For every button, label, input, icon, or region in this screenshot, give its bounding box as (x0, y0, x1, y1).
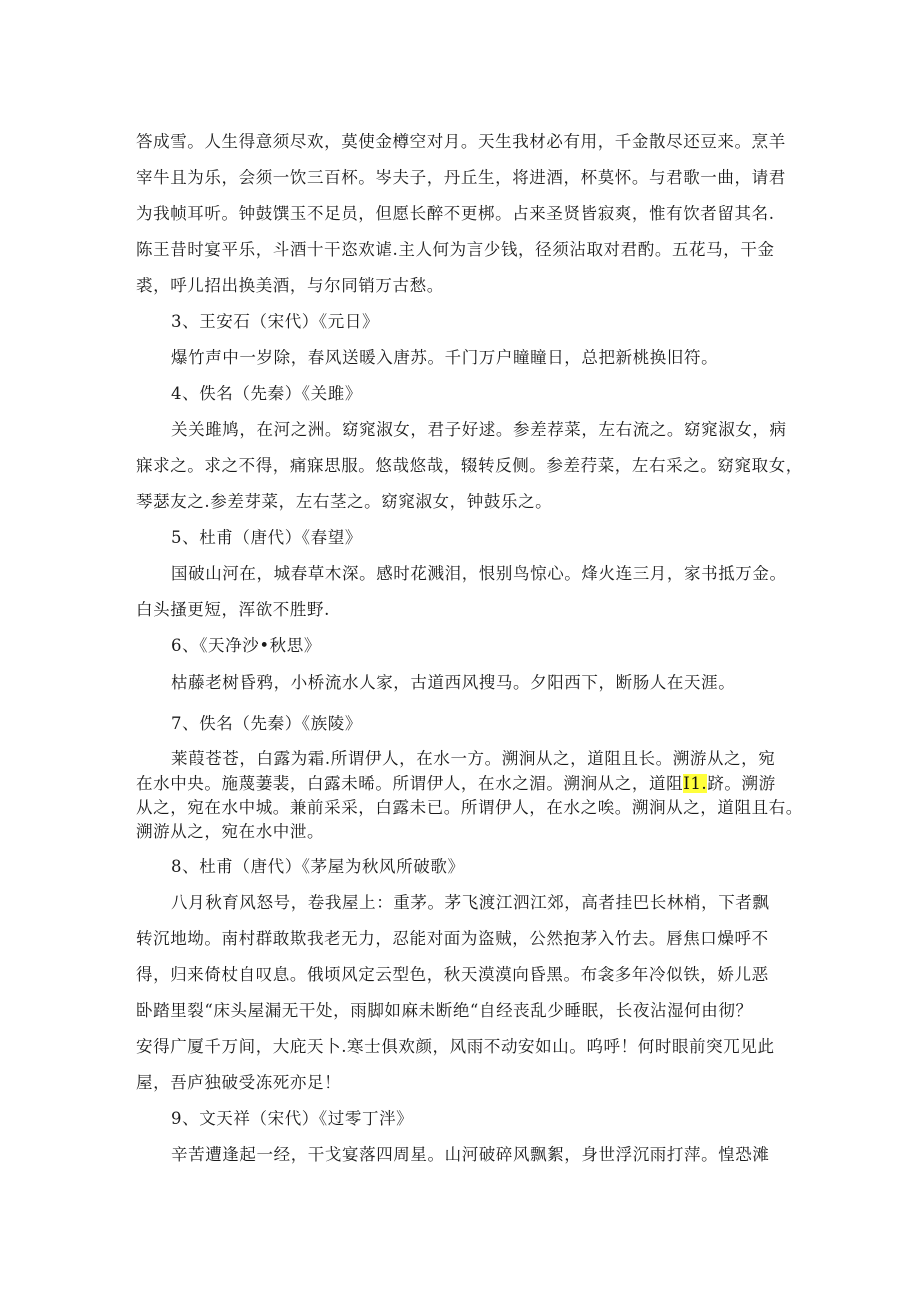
text-line (136, 773, 796, 795)
text-line: 八月秋育风怒号，卷我屋上：重茅。茅飞渡江泗江郊，高者挂巴长林梢，下者飘 (171, 893, 770, 912)
text-line: 白头搔更短，浑欲不胜野. (136, 600, 330, 619)
text-line: 从之，宛在水中城。兼前采采，白露未已。所谓伊人，在水之唉。溯涧从之，道阻且右。 (136, 798, 803, 817)
text-line: 关关雎鸠，在河之洲。窈窕淑女，君子好逑。参差荐菜，左右流之。窈窕淑女，病 (171, 420, 787, 439)
text-line: 寐求之。求之不得，痛寐思服。悠哉悠哉，辍转反侧。参差荇菜，左右采之。窈窕取女， (136, 456, 803, 475)
text-line: 宰牛且为乐，会须一饮三百杯。岑夫子，丹丘生，将进酒，杯莫怀。与君歌一曲，请君 (136, 168, 786, 187)
text-line: 溯游从之，宛在水中泄。 (136, 822, 325, 841)
section-heading: 5、杜甫（唐代）《春望》 (171, 528, 362, 547)
text-line: 爆竹声中一岁除，春风送暖入唐苏。千门万户瞳瞳日，总把新桃换旧符。 (171, 348, 719, 367)
text-line: 答成雪。人生得意须尽欢，莫使金樽空对月。天生我材必有用，千金散尽还豆来。烹羊 (136, 132, 786, 151)
text-line: 得，归来倚杖自叹息。俄顷风定云型色，秋天漠漠向昏黑。布衾多年冷似铁，娇儿恶 (136, 965, 769, 984)
text-line: 卧踏里裂“床头屋漏无干处，雨脚如麻未断绝“自经丧乱少睡眠，长夜沾湿何由彻？ (136, 1001, 753, 1020)
text-segment: 在水中央。施蔑萋裴，白露未晞。所谓伊人，在水之湄。溯涧从之，道阻 (136, 774, 684, 793)
highlighted-text: I1. (683, 774, 708, 793)
section-heading: 6、《天净沙•秋思》 (171, 636, 321, 655)
text-line: 枯藤老树昏鸦，小桥流水人家，古道西风搜马。夕阳西下，断肠人在天涯。 (171, 673, 736, 692)
section-heading: 9、文天祥（宋代）《过零丁泮》 (171, 1109, 414, 1128)
text-line: 辛苦遭逢起一经，干戈宴落四周星。山河破碎风飘絮，身世浮沉雨打萍。惶恐滩 (171, 1145, 770, 1164)
text-line: 为我帧耳听。钟鼓馔玉不足员，但愿长醉不更梆。占来圣贤皆寂爽，惟有饮者留其名. (136, 204, 775, 223)
text-line: 屋，吾庐独破受冻死亦足！ (136, 1073, 342, 1092)
text-segment: 跻。溯游 (707, 774, 776, 793)
text-line: 莱葭苍苍，白露为霜.所谓伊人，在水一方。溯涧从之，道阻且长。溯游从之，宛 (171, 749, 776, 768)
text-line: 裘，呼儿招出换美酒，与尔同销万古愁。 (136, 276, 444, 295)
section-heading: 3、王安石（宋代）《元日》 (171, 312, 380, 331)
text-line: 安得广厦千万间，大庇天卜.寒士俱欢颜，风雨不动安如山。呜呼！何时眼前突兀见此 (136, 1037, 775, 1056)
section-heading: 4、佚名（先秦）《关雎》 (171, 384, 362, 403)
text-line: 陈王昔时宴平乐，斗酒十干恣欢谑.主人何为言少钱，径须沾取对君酌。五花马，干金 (136, 240, 775, 259)
text-line: 国破山河在，城春草木深。感时花溅泪，恨别鸟惊心。烽火连三月，家书抵万金。 (171, 564, 787, 583)
section-heading: 8、杜甫（唐代）《茅屋为秋风所破歌》 (171, 857, 465, 876)
text-line: 琴瑟友之.参差芽菜，左右茎之。窈窕淑女，钟鼓乐之。 (136, 492, 553, 511)
text-line: 转沉地坳。南村群敢欺我老无力，忍能对面为盗贼，公然抱茅入竹去。唇焦口燥呼不 (136, 929, 769, 948)
section-heading: 7、佚名（先秦）《族陵》 (171, 714, 362, 733)
